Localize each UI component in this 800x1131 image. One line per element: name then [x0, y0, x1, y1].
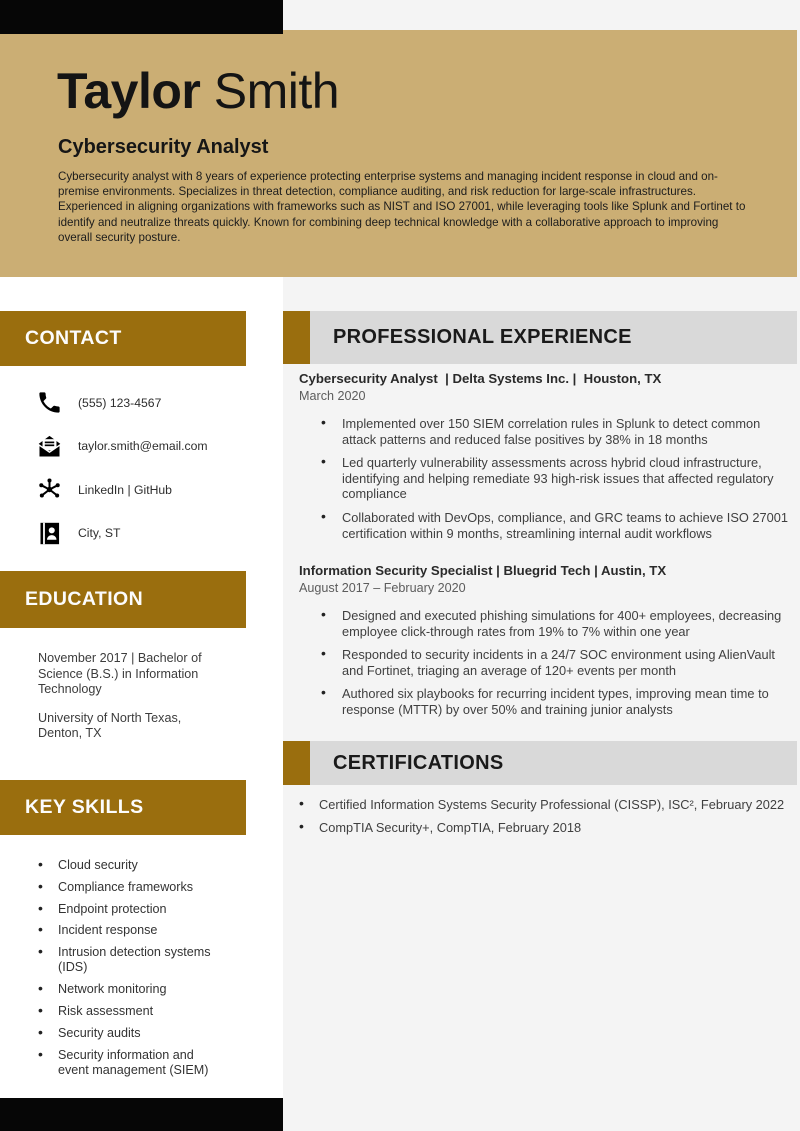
certifications-list — [299, 797, 791, 842]
skills-list — [37, 858, 215, 1085]
skill-item: • Security audits — [37, 1026, 215, 1041]
skill-item: • Cloud security — [37, 858, 215, 873]
job-bullet-list — [299, 608, 788, 718]
first-name: Taylor — [57, 63, 201, 119]
job-dates: August 2017 – February 2020 — [299, 581, 466, 595]
top-black-bar — [0, 0, 283, 34]
job-bullet: • Implemented over 150 SIEM correlation rules in Splunk to detect common attack patterns and reduced false positives by 38% in 18 months — [299, 416, 788, 447]
location-text: City, ST — [78, 526, 121, 541]
certification-item: • CompTIA Security+, CompTIA, February 2018 — [299, 820, 791, 836]
summary-paragraph: Cybersecurity analyst with 8 years of experience protecting enterprise systems and managing incident response in cloud and on-premise environments. Specializes in threat detection, compliance auditing, and risk reduction for large-scale infrastructures. Experienced in aligning organizations with frameworks such as NIST and ISO 27001, while leveraging tools like Splunk and Fortinet to identify and neutralize threats quickly. Known for combining deep technical knowledge with a collaborative approach to improving overall security posture. — [58, 170, 746, 244]
skill-item: • Intrusion detection systems (IDS) — [37, 945, 215, 976]
contact-row-profiles — [36, 468, 271, 512]
email-icon — [36, 433, 63, 460]
contact-heading-label: CONTACT — [25, 327, 122, 349]
education-school: University of North Texas, Denton, TX — [38, 710, 182, 741]
experience-heading-label: PROFESSIONAL EXPERIENCE — [310, 311, 797, 364]
experience-section-header — [283, 311, 797, 364]
certification-item: • Certified Information Systems Security Professional (CISSP), ISC², February 2022 — [299, 797, 791, 813]
contact-row-phone — [36, 381, 271, 425]
contact-list — [36, 381, 271, 555]
profiles-text: LinkedIn | GitHub — [78, 482, 172, 497]
phone-icon — [36, 389, 63, 416]
skill-item: • Compliance frameworks — [37, 880, 215, 895]
education-heading-label: EDUCATION — [25, 588, 144, 610]
job-entry-2 — [299, 563, 788, 726]
skill-item: • Security information and event management (SIEM) — [37, 1048, 215, 1079]
skill-item: • Risk assessment — [37, 1004, 215, 1019]
footer-black-bar — [0, 1098, 283, 1131]
education-block — [38, 651, 228, 742]
candidate-name — [57, 62, 339, 120]
job-bullet: • Responded to security incidents in a 24/7 SOC environment using AlienVault and Fortinet, triaging an average of 120+ events per month — [299, 647, 788, 678]
skill-item: • Network monitoring — [37, 982, 215, 997]
education-section-header — [0, 571, 246, 628]
network-icon — [36, 476, 63, 503]
contact-section-header — [0, 311, 246, 366]
job-title-line: Cybersecurity Analyst | Delta Systems Inc. | Houston, TX — [299, 371, 662, 386]
last-name: Smith — [213, 63, 340, 119]
job-title-line: Information Security Specialist | Bluegrid Tech | Austin, TX — [299, 563, 667, 578]
certifications-heading-label: CERTIFICATIONS — [310, 741, 797, 785]
job-bullet-list — [299, 416, 788, 541]
phone-number: (555) 123-4567 — [78, 395, 162, 410]
job-dates: March 2020 — [299, 389, 366, 403]
key-skills-heading-label: KEY SKILLS — [25, 796, 144, 818]
certifications-section-header — [283, 741, 797, 785]
contact-row-location — [36, 512, 271, 556]
contact-row-email — [36, 425, 271, 469]
job-bullet: • Led quarterly vulnerability assessments across hybrid cloud infrastructure, identifying and helping remediate 93 high-risk issues that affected regulatory compliance — [299, 455, 788, 502]
job-title-heading: Cybersecurity Analyst — [58, 136, 269, 158]
job-bullet: • Authored six playbooks for recurring incident types, improving mean time to response (MTTR) by over 50% and training junior analysts — [299, 686, 788, 717]
key-skills-section-header — [0, 780, 246, 835]
skill-item: • Incident response — [37, 923, 215, 938]
education-degree: November 2017 | Bachelor of Science (B.S.) in Information Technology — [38, 651, 202, 697]
skill-item: • Endpoint protection — [37, 902, 215, 917]
job-entry-1 — [299, 371, 788, 549]
gold-accent-block — [283, 741, 310, 785]
gold-accent-block — [283, 311, 310, 364]
address-card-icon — [36, 520, 63, 547]
email-address: taylor.smith@email.com — [78, 439, 208, 454]
job-bullet: • Designed and executed phishing simulations for 400+ employees, decreasing employee click-through rates from 19% to 7% within one year — [299, 608, 788, 639]
job-bullet: • Collaborated with DevOps, compliance, and GRC teams to achieve ISO 27001 certification within 9 months, streamlining internal audit workflows — [299, 510, 788, 541]
